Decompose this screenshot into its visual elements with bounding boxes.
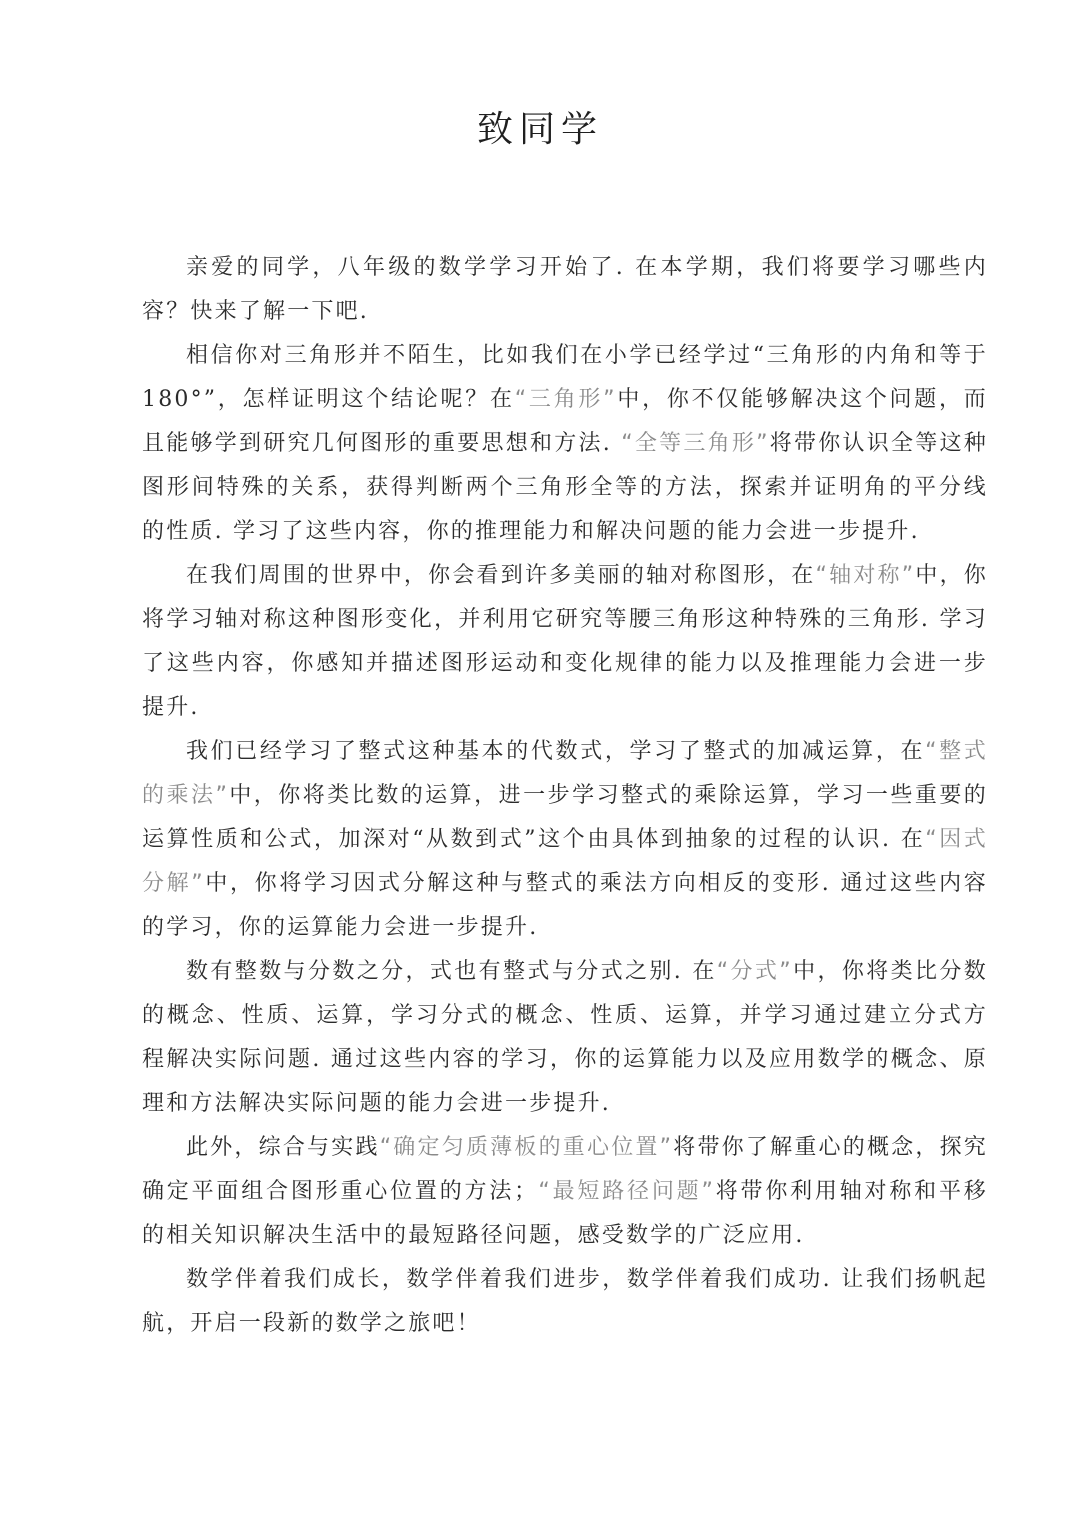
letter-body — [142, 246, 988, 1346]
chapter-reference: “全等三角形” — [621, 431, 770, 456]
chapter-reference: “整式的乘法” — [142, 739, 988, 808]
paragraph-text: 中，你将学习轴对称这种图形变化，并利用它研究等腰三角形这种特殊的三角形. 学习了这些内容，你感知并描述图形运动和变化规律的能力以及推理能力会进一步提升. — [142, 563, 988, 720]
chapter-reference: “分式” — [716, 959, 793, 984]
paragraph — [142, 730, 988, 950]
paragraph-text: 将带你利用轴对称和平移的相关知识解决生活中的最短路径问题，感受数学的广泛应用. — [142, 1179, 989, 1248]
paragraph-text: 中，你将学习因式分解这种与整式的乘法方向相反的变形. 通过这些内容的学习，你的运算能力会进一步提升. — [142, 871, 988, 940]
chapter-reference: “轴对称” — [815, 563, 916, 588]
paragraph-text: 在我们周围的世界中，你会看到许多美丽的轴对称图形，在 — [186, 563, 816, 588]
paragraph — [142, 1126, 988, 1258]
chapter-reference: “确定匀质薄板的重心位置” — [379, 1135, 674, 1160]
paragraph — [142, 334, 988, 554]
paragraph — [142, 950, 988, 1126]
paragraph-text: 此外，综合与实践 — [186, 1135, 380, 1160]
paragraph-text: 亲爱的同学，八年级的数学学习开始了. 在本学期，我们将要学习哪些内容？快来了解一下吧. — [142, 255, 988, 324]
paragraph — [142, 246, 988, 334]
paragraph-text: 中，你将类比数的运算，进一步学习整式的乘除运算，学习一些重要的运算性质和公式，加深对“从数到式”这个由具体到抽象的过程的认识. 在 — [142, 783, 988, 852]
page-title: 致同学 — [476, 109, 603, 150]
paragraph — [142, 554, 988, 730]
paragraph — [142, 1258, 988, 1346]
paragraph-text: 中，你将类比分数的概念、性质、运算，学习分式的概念、性质、运算，并学习通过建立分式方程解决实际问题. 通过这些内容的学习，你的运算能力以及应用数学的概念、原理和方法解决实际问题的能力会进一步提升. — [142, 959, 988, 1116]
paragraph-text: 数有整数与分数之分，式也有整式与分式之别. 在 — [186, 959, 717, 984]
chapter-reference: “三角形” — [514, 387, 617, 412]
paragraph-text: 数学伴着我们成长，数学伴着我们进步，数学伴着我们成功. 让我们扬帆起航，开启一段新的数学之旅吧！ — [142, 1267, 988, 1336]
chapter-reference: “最短路径问题” — [538, 1179, 716, 1204]
paragraph-text: 将带你认识全等这种图形间特殊的关系，获得判断两个三角形全等的方法，探索并证明角的平分线的性质. 学习了这些内容，你的推理能力和解决问题的能力会进一步提升. — [142, 431, 988, 544]
paragraph-text: 相信你对三角形并不陌生，比如我们在小学已经学过“三角形的内角和等于 180°”，怎样证明这个结论呢？在 — [142, 343, 988, 412]
paragraph-text: 将带你了解重心的概念，探究确定平面组合图形重心位置的方法； — [142, 1135, 988, 1204]
paragraph-text: 我们已经学习了整式这种基本的代数式，学习了整式的加减运算，在 — [186, 739, 926, 764]
chapter-reference: “因式分解” — [142, 827, 988, 896]
paragraph-text: 中，你不仅能够解决这个问题，而且能够学到研究几何图形的重要思想和方法. — [142, 387, 989, 456]
